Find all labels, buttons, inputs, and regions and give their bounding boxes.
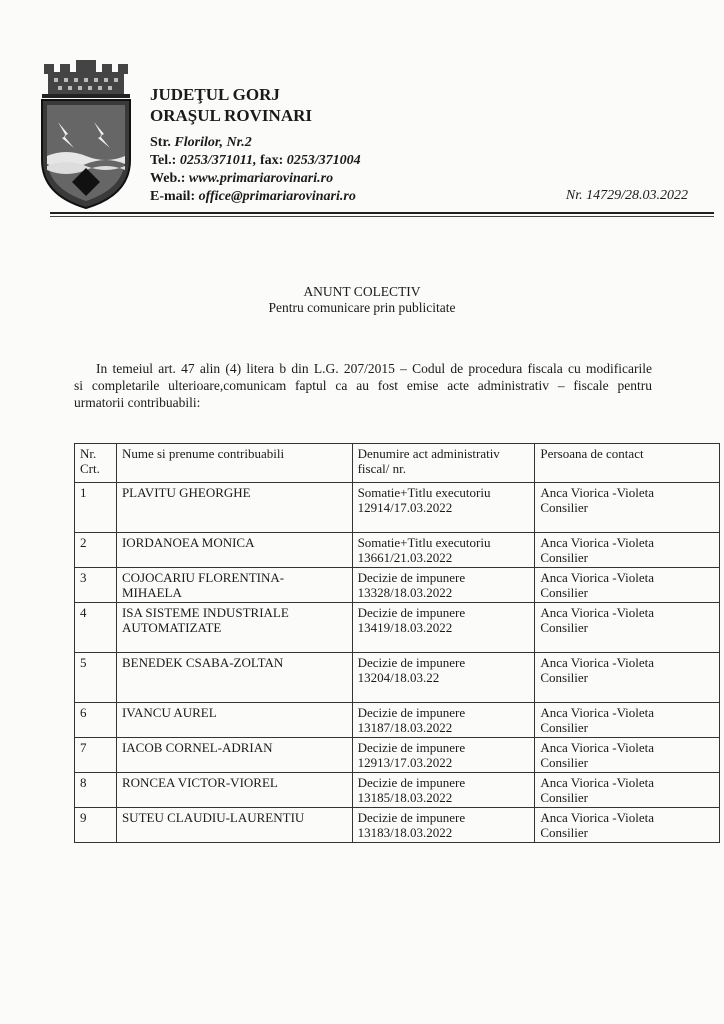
- address-line: Str. Florilor, Nr.2: [150, 135, 252, 150]
- header-contact: Persoana de contact: [535, 444, 720, 483]
- intro-paragraph: [74, 360, 652, 411]
- header-divider-thin: [50, 216, 714, 217]
- table-row: 3 COJOCARIU FLORENTINA- MIHAELA Decizie de impunere 13328/18.03.2022 Anca Viorica -Violeta Consilier: [75, 568, 720, 603]
- email-line: E-mail: office@primariarovinari.ro: [150, 189, 356, 204]
- county-name: JUDEŢUL GORJ: [150, 85, 280, 104]
- announcement-title: [0, 284, 724, 316]
- table-row: 5 BENEDEK CSABA-ZOLTAN Decizie de impunere 13204/18.03.22 Anca Viorica -Violeta Consilier: [75, 653, 720, 703]
- table-row: 9 SUTEU CLAUDIU-LAURENTIU Decizie de impunere 13183/18.03.2022 Anca Viorica -Violeta Consilier: [75, 808, 720, 843]
- title-line-2: Pentru comunicare prin publicitate: [268, 300, 456, 315]
- table-row: 6 IVANCU AUREL Decizie de impunere 13187/18.03.2022 Anca Viorica -Violeta Consilier: [75, 703, 720, 738]
- title-line-1: ANUNT COLECTIV: [303, 284, 421, 299]
- header-act: Denumire act administrativ fiscal/ nr.: [352, 444, 535, 483]
- web-line: Web.: www.primariarovinari.ro: [150, 171, 334, 186]
- intro-line-3: urmatorii contribuabili:: [74, 395, 201, 410]
- table-header-row: [75, 444, 720, 483]
- phone-line: Tel.: 0253/371011, fax: 0253/371004: [150, 153, 361, 168]
- institution-header: [150, 84, 361, 206]
- header-name: Nume si prenume contribuabili: [116, 444, 352, 483]
- coat-of-arms-icon: [38, 60, 134, 210]
- table-row: 8 RONCEA VICTOR-VIOREL Decizie de impunere 13185/18.03.2022 Anca Viorica -Violeta Consilier: [75, 773, 720, 808]
- header-divider: [50, 212, 714, 214]
- intro-line-2: si completarile ulterioare,comunicam faptul ca au fost emise acte administrativ – fiscale pentru: [74, 378, 652, 393]
- table-row: 4 ISA SISTEME INDUSTRIALE AUTOMATIZATE Decizie de impunere 13419/18.03.2022 Anca Viorica -Violeta Consilier: [75, 603, 720, 653]
- table-row: 7 IACOB CORNEL-ADRIAN Decizie de impunere 12913/17.03.2022 Anca Viorica -Violeta Consilier: [75, 738, 720, 773]
- contributors-table: [74, 443, 720, 843]
- intro-line-1: In temeiul art. 47 alin (4) litera b din L.G. 207/2015 – Codul de procedura fiscala cu modificarile: [96, 361, 652, 376]
- header-nr: Nr. Crt.: [75, 444, 117, 483]
- table-row: 2 IORDANOEA MONICA Somatie+Titlu executoriu 13661/21.03.2022 Anca Viorica -Violeta Consilier: [75, 533, 720, 568]
- registration-number: Nr. 14729/28.03.2022: [565, 188, 688, 203]
- table-row: 1 PLAVITU GHEORGHE Somatie+Titlu executoriu 12914/17.03.2022 Anca Viorica -Violeta Consilier: [75, 483, 720, 533]
- town-name: ORAŞUL ROVINARI: [150, 106, 312, 125]
